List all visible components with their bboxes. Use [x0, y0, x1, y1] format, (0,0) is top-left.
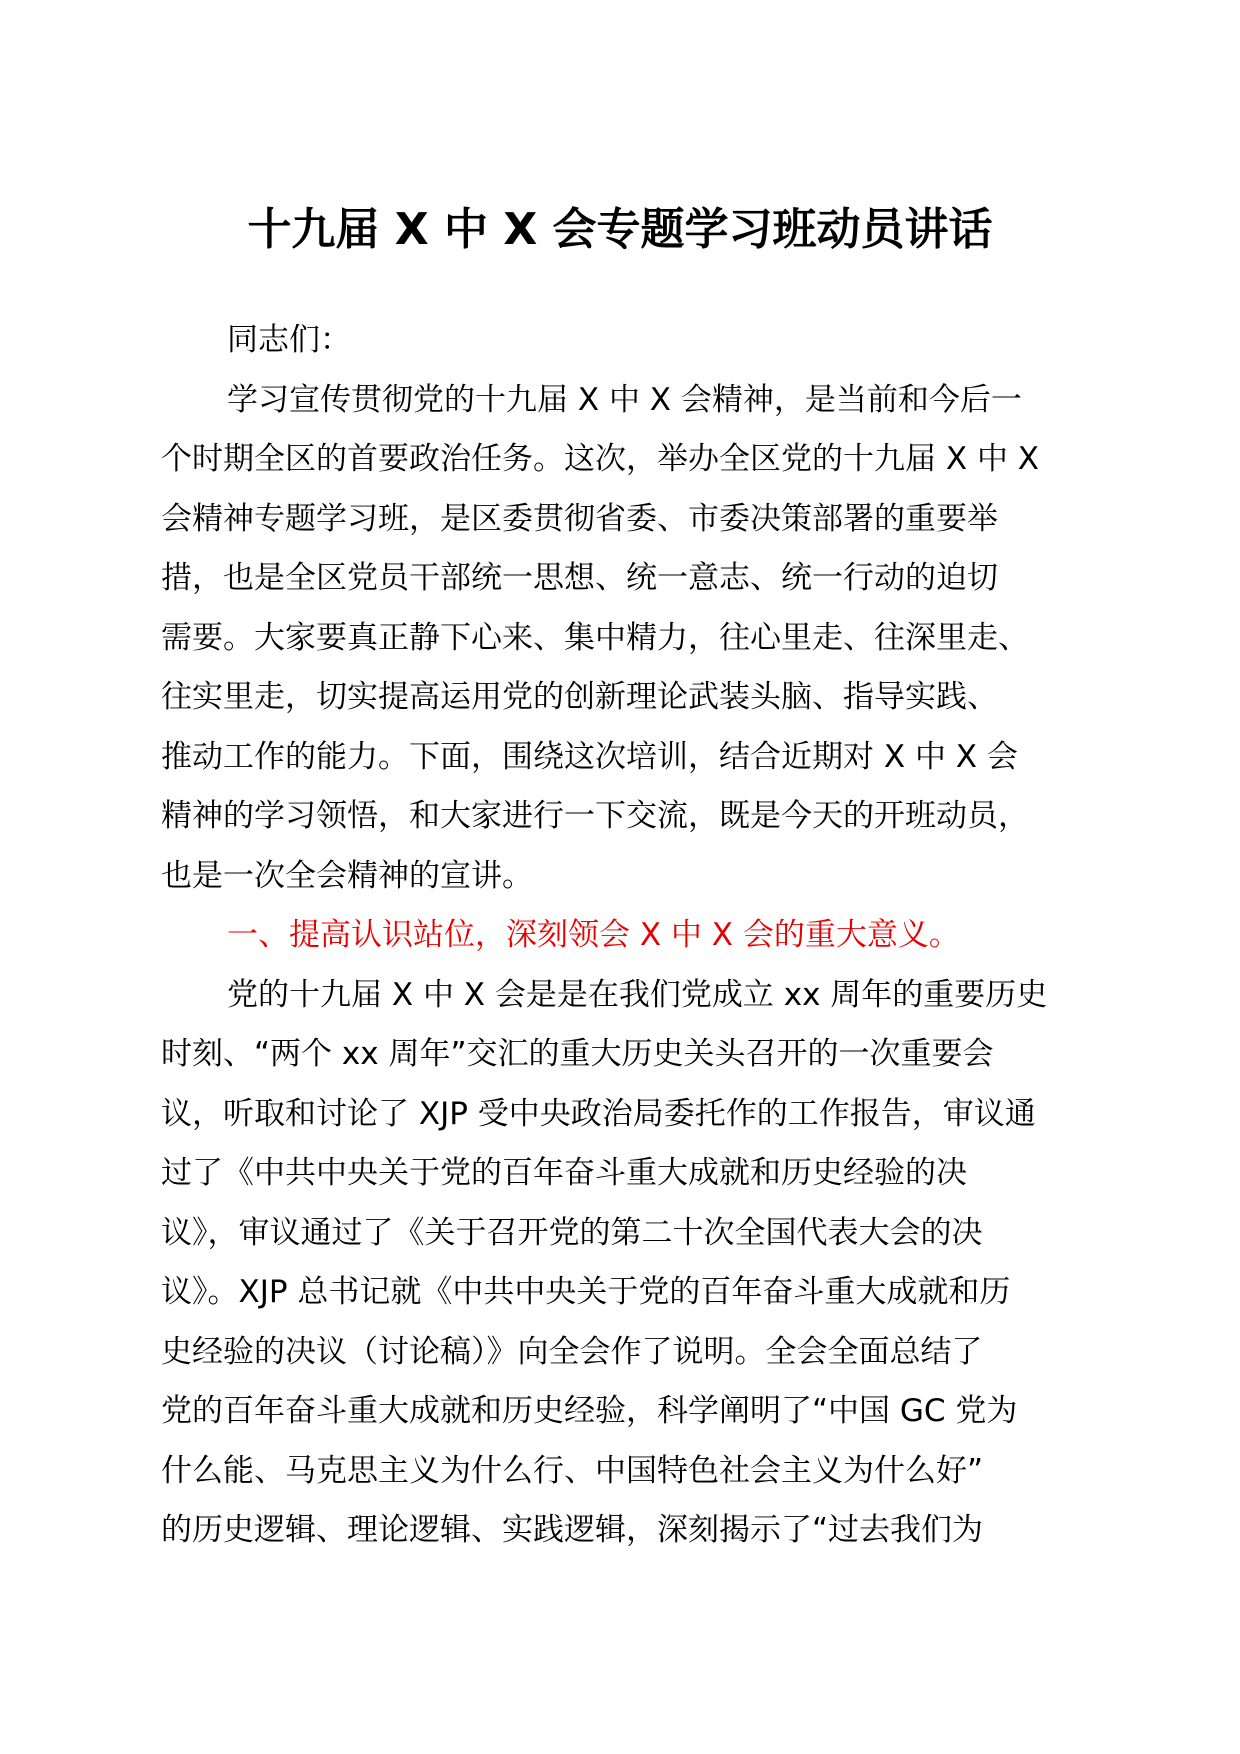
paragraph-line: 什么能、马克思主义为什么行、中国特色社会主义为什么好”: [161, 1452, 984, 1489]
paragraph-line: 议》。XJP 总书记就《中共中央关于党的百年奋斗重大成就和历: [161, 1274, 1011, 1310]
paragraph-line: 史经验的决议（讨论稿）》向全会作了说明。全会全面总结了: [161, 1333, 983, 1370]
paragraph-line: 时刻、“两个 xx 周年”交汇的重大历史关头召开的一次重要会: [161, 1036, 994, 1072]
section-heading: 一、提高认识站位，深刻领会 X 中 X 会的重大意义。: [227, 917, 960, 953]
paragraph-line: 往实里走，切实提高运用党的创新理论武装头脑、指导实践、: [161, 679, 998, 715]
paragraph-line: 学习宣传贯彻党的十九届 X 中 X 会精神，是当前和今后一: [227, 381, 1022, 418]
paragraph-2: [161, 966, 1121, 1561]
paragraph-1: [161, 371, 1121, 907]
paragraph-line: 推动工作的能力。下面，围绕这次培训，结合近期对 X 中 X 会: [161, 738, 1018, 775]
paragraph-line: 精神的学习领悟，和大家进行一下交流，既是今天的开班动员，: [161, 798, 1029, 834]
document-body: [161, 311, 1121, 1561]
paragraph-line: 个时期全区的首要政治任务。这次，举办全区党的十九届 X 中 X: [161, 441, 1040, 477]
paragraph-line: 党的百年奋斗重大成就和历史经验，科学阐明了“中国 GC 党为: [161, 1393, 1018, 1429]
document-title: 十九届 X 中 X 会专题学习班动员讲话: [247, 204, 993, 255]
paragraph-line: 需要。大家要真正静下心来、集中精力，往心里走、往深里走、: [161, 619, 1029, 656]
salutation: 同志们：: [227, 322, 351, 358]
paragraph-line: 党的十九届 X 中 X 会是是在我们党成立 xx 周年的重要历史: [227, 976, 1048, 1013]
paragraph-line: 会精神专题学习班，是区委贯彻省委、市委决策部署的重要举: [161, 500, 998, 537]
paragraph-line: 也是一次全会精神的宣讲。: [161, 857, 533, 894]
paragraph-line: 议》，审议通过了《关于召开党的第二十次全国代表大会的决: [161, 1214, 983, 1251]
paragraph-line: 措，也是全区党员干部统一思想、统一意志、统一行动的迫切: [161, 560, 998, 596]
paragraph-line: 议，听取和讨论了 XJP 受中央政治局委托作的工作报告，审议通: [161, 1095, 1036, 1132]
paragraph-line: 的历史逻辑、理论逻辑、实践逻辑，深刻揭示了“过去我们为: [161, 1512, 984, 1548]
paragraph-line: 过了《中共中央关于党的百年奋斗重大成就和历史经验的决: [161, 1155, 967, 1191]
